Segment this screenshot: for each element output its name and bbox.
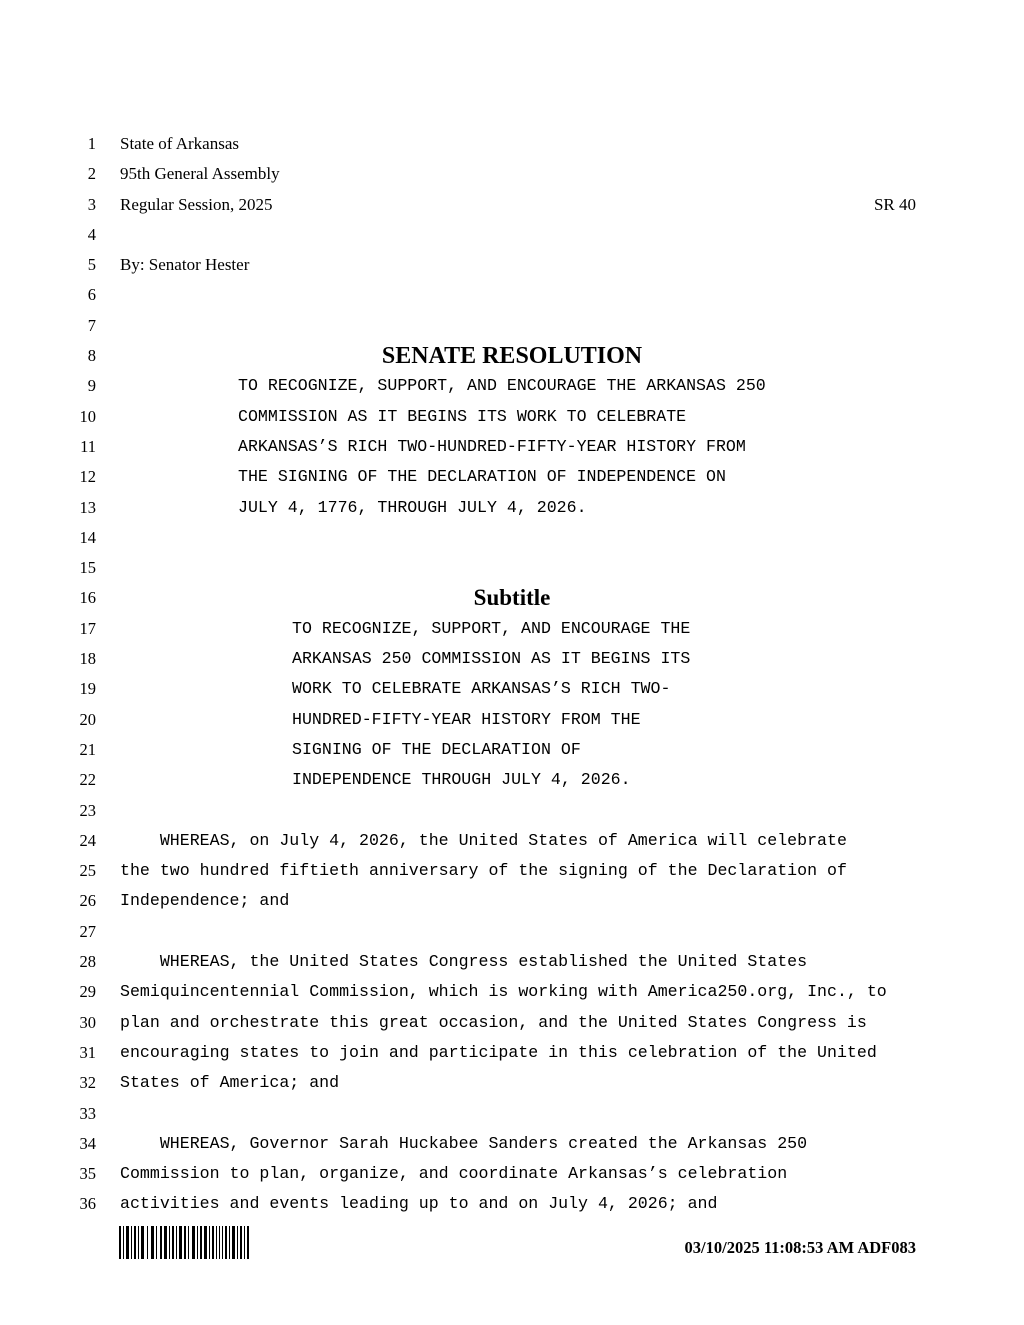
line-number: 11 xyxy=(80,436,96,456)
line-number: 29 xyxy=(79,982,96,1002)
line-number: 10 xyxy=(79,406,96,426)
body-text-line: plan and orchestrate this great occasion, and the United States Congress is xyxy=(120,1012,867,1032)
line-number: 27 xyxy=(79,921,96,941)
document-line xyxy=(0,583,1024,613)
document-line xyxy=(0,1068,1024,1098)
line-number: 28 xyxy=(79,952,96,972)
document-line xyxy=(0,371,1024,401)
body-text-line: Independence; and xyxy=(120,891,290,911)
line-number: 17 xyxy=(79,618,96,638)
document-line xyxy=(0,523,1024,553)
document-line xyxy=(0,129,1024,159)
body-text-line: WHEREAS, the United States Congress established the United States xyxy=(120,952,808,972)
line-number: 9 xyxy=(87,376,96,396)
numbered-line-grid xyxy=(0,129,1024,1220)
footer-timestamp: 03/10/2025 11:08:53 AM ADF083 xyxy=(684,1238,916,1257)
document-line xyxy=(0,977,1024,1007)
document-line xyxy=(0,614,1024,644)
line-number: 4 xyxy=(87,224,96,244)
document-line xyxy=(0,826,1024,856)
line-number: 12 xyxy=(79,467,96,487)
document-line xyxy=(0,644,1024,674)
subtitle-text-line: SIGNING OF THE DECLARATION OF xyxy=(292,739,581,759)
document-line xyxy=(0,280,1024,310)
line-number: 1 xyxy=(87,134,96,153)
line-number: 24 xyxy=(79,830,96,850)
resolution-heading: SENATE RESOLUTION xyxy=(381,343,643,370)
line-number: 18 xyxy=(79,649,96,669)
title-text-line: JULY 4, 1776, THROUGH JULY 4, 2026. xyxy=(238,497,587,517)
body-text-line: activities and events leading up to and on July 4, 2026; and xyxy=(120,1194,718,1214)
document-line xyxy=(0,674,1024,704)
line-number: 22 xyxy=(79,770,96,790)
body-text-line: States of America; and xyxy=(120,1073,340,1093)
session-label: Regular Session, 2025 xyxy=(120,194,273,214)
subtitle-heading: Subtitle xyxy=(473,585,551,611)
line-number: 16 xyxy=(79,588,96,608)
document-line xyxy=(0,432,1024,462)
line-number: 34 xyxy=(79,1133,96,1153)
body-text-line: WHEREAS, on July 4, 2026, the United States of America will celebrate xyxy=(120,830,847,850)
line-number: 35 xyxy=(79,1164,96,1184)
document-line xyxy=(0,705,1024,735)
line-number: 36 xyxy=(79,1194,96,1214)
general-assembly: 95th General Assembly xyxy=(120,164,280,184)
line-number: 13 xyxy=(79,497,96,517)
document-line xyxy=(0,402,1024,432)
bill-number: SR 40 xyxy=(873,194,916,214)
line-number: 33 xyxy=(79,1103,96,1123)
line-number: 15 xyxy=(79,558,96,578)
document-line xyxy=(0,1129,1024,1159)
line-number: 25 xyxy=(79,861,96,881)
body-text-line: the two hundred fiftieth anniversary of the signing of the Declaration of xyxy=(120,861,847,881)
document-line xyxy=(0,1189,1024,1219)
document-line xyxy=(0,553,1024,583)
subtitle-text-line: INDEPENDENCE THROUGH JULY 4, 2026. xyxy=(292,770,631,790)
document-line xyxy=(0,159,1024,189)
line-number: 21 xyxy=(79,739,96,759)
subtitle-text-line: TO RECOGNIZE, SUPPORT, AND ENCOURAGE THE xyxy=(292,618,691,638)
document-line xyxy=(0,765,1024,795)
document-line xyxy=(0,1099,1024,1129)
document-line xyxy=(0,1008,1024,1038)
line-number: 5 xyxy=(87,255,96,275)
body-text-line: Semiquincentennial Commission, which is working with America250.org, Inc., to xyxy=(120,982,887,1002)
line-number: 8 xyxy=(87,346,96,366)
line-number: 3 xyxy=(87,194,96,214)
line-number: 23 xyxy=(79,800,96,820)
document-line xyxy=(0,220,1024,250)
body-text-line: Commission to plan, organize, and coordinate Arkansas’s celebration xyxy=(120,1164,788,1184)
document-line xyxy=(0,886,1024,916)
document-line xyxy=(0,493,1024,523)
line-number: 7 xyxy=(87,315,96,335)
document-line xyxy=(0,917,1024,947)
subtitle-text-line: HUNDRED-FIFTY-YEAR HISTORY FROM THE xyxy=(292,709,641,729)
document-line xyxy=(0,250,1024,280)
title-text-line: TO RECOGNIZE, SUPPORT, AND ENCOURAGE THE ARKANSAS 250 xyxy=(238,376,766,396)
line-number: 31 xyxy=(79,1042,96,1062)
body-text-line: encouraging states to join and participate in this celebration of the United xyxy=(120,1042,877,1062)
line-number: 30 xyxy=(79,1012,96,1032)
document-line xyxy=(0,190,1024,220)
document-line xyxy=(0,1159,1024,1189)
body-text-line: WHEREAS, Governor Sarah Huckabee Sanders created the Arkansas 250 xyxy=(120,1133,808,1153)
state-name: State of Arkansas xyxy=(120,134,239,153)
subtitle-text-line: WORK TO CELEBRATE ARKANSAS’S RICH TWO- xyxy=(292,679,671,699)
line-number: 26 xyxy=(79,891,96,911)
line-number: 32 xyxy=(79,1073,96,1093)
title-text-line: THE SIGNING OF THE DECLARATION OF INDEPENDENCE ON xyxy=(238,467,726,487)
line-number: 20 xyxy=(79,709,96,729)
document-line xyxy=(0,947,1024,977)
subtitle-text-line: ARKANSAS 250 COMMISSION AS IT BEGINS ITS xyxy=(292,649,691,669)
title-text-line: COMMISSION AS IT BEGINS ITS WORK TO CELEBRATE xyxy=(238,406,687,426)
document-line xyxy=(0,796,1024,826)
document-line xyxy=(0,856,1024,886)
barcode-icon xyxy=(118,1226,249,1259)
document-line xyxy=(0,341,1024,371)
line-number: 2 xyxy=(87,164,96,184)
line-number: 19 xyxy=(79,679,96,699)
title-text-line: ARKANSAS’S RICH TWO-HUNDRED-FIFTY-YEAR HISTORY FROM xyxy=(238,436,746,456)
line-number: 14 xyxy=(79,527,96,547)
line-number: 6 xyxy=(87,285,96,305)
document-line xyxy=(0,311,1024,341)
document-line xyxy=(0,1038,1024,1068)
document-line xyxy=(0,462,1024,492)
document-line xyxy=(0,735,1024,765)
sponsor: By: Senator Hester xyxy=(120,255,250,275)
